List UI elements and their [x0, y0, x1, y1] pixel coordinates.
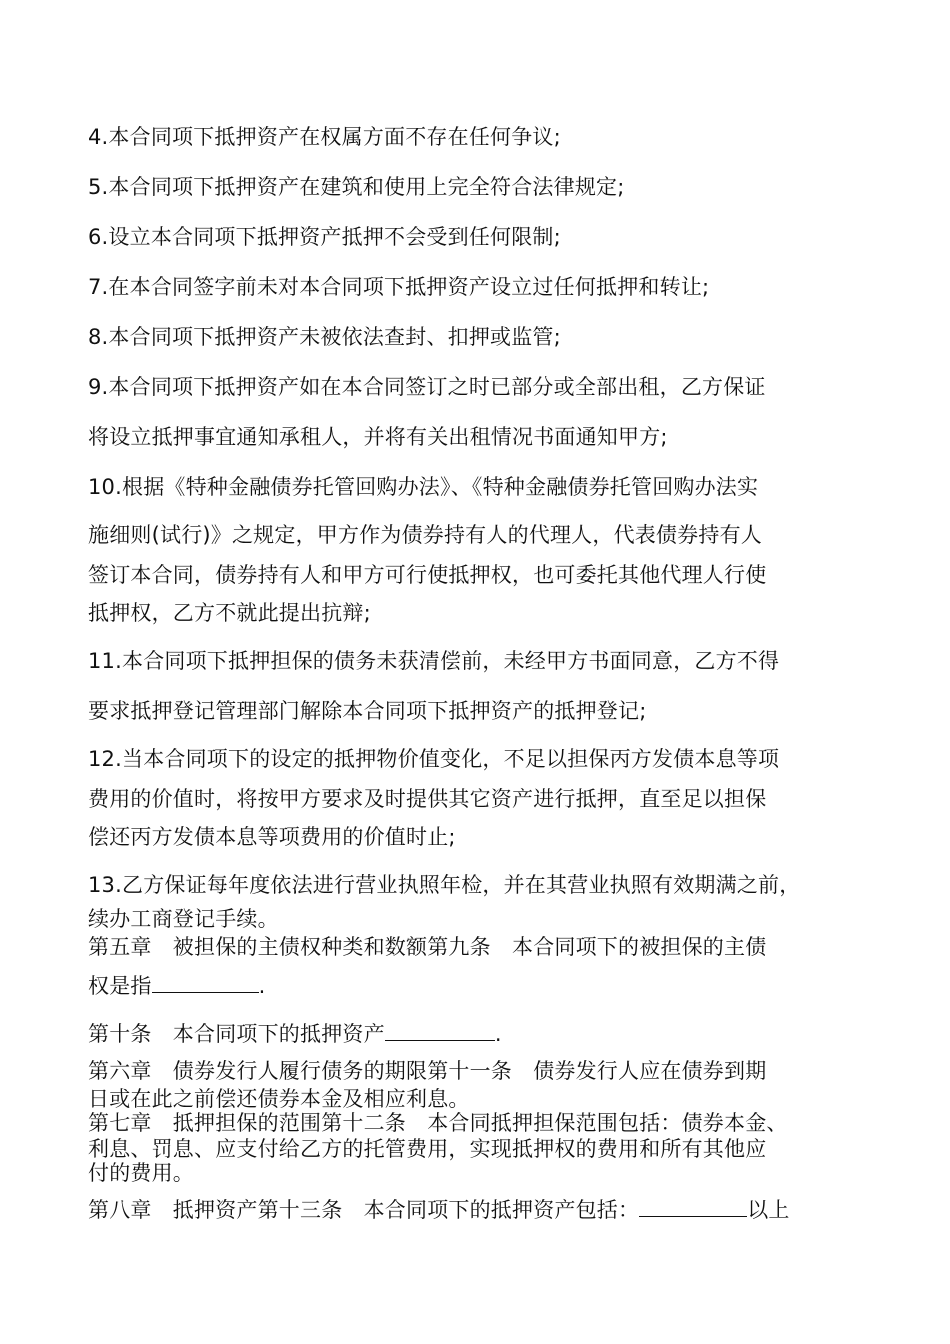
asset-list-blank	[639, 1196, 747, 1217]
chapter-5-line-1: 第五章 被担保的主债权种类和数额第九条 本合同项下的被担保的主债	[88, 935, 767, 959]
clause-8: 8.本合同项下抵押资产未被依法查封、扣押或监管;	[88, 325, 561, 349]
clause-10-line-3: 签订本合同，债券持有人和甲方可行使抵押权，也可委托其他代理人行使	[88, 563, 767, 587]
chapter-7-line-1: 第七章 抵押担保的范围第十二条 本合同抵押担保范围包括：债券本金、	[88, 1111, 788, 1135]
clause-10-line-2: 施细则(试行)》之规定，甲方作为债券持有人的代理人，代表债券持有人	[88, 523, 762, 547]
clause-10-line-4: 抵押权，乙方不就此提出抗辩;	[88, 601, 371, 625]
clause-9-line-2: 将设立抵押事宜通知承租人，并将有关出租情况书面通知甲方;	[88, 425, 668, 449]
clause-12-line-2: 费用的价值时，将按甲方要求及时提供其它资产进行抵押，直至足以担保	[88, 787, 767, 811]
clause-13-line-1: 13.乙方保证每年度依法进行营业执照年检，并在其营业执照有效期满之前，	[88, 873, 801, 897]
chapter-5-line-2-text: 权是指	[88, 974, 152, 998]
debt-amount-blank	[152, 972, 259, 993]
period-mark: .	[494, 1022, 502, 1046]
clause-12-line-3: 偿还丙方发债本息等项费用的价值时止;	[88, 825, 456, 849]
chapter-8-tail: 以上	[747, 1198, 790, 1222]
period-mark: .	[258, 974, 266, 998]
chapter-8-text: 第八章 抵押资产第十三条 本合同项下的抵押资产包括：	[88, 1198, 640, 1222]
clause-12-line-1: 12.当本合同项下的设定的抵押物价值变化，不足以担保丙方发债本息等项	[88, 747, 780, 771]
clause-9-line-1: 9.本合同项下抵押资产如在本合同签订之时已部分或全部出租，乙方保证	[88, 375, 766, 399]
clause-11-line-2: 要求抵押登记管理部门解除本合同项下抵押资产的抵押登记;	[88, 699, 647, 723]
chapter-6-line-2: 日或在此之前偿还债券本金及相应利息。	[88, 1087, 470, 1111]
clause-11-line-1: 11.本合同项下抵押担保的债务未获清偿前，未经甲方书面同意，乙方不得	[88, 649, 780, 673]
mortgage-asset-blank	[385, 1020, 495, 1041]
chapter-8-line-1	[88, 1196, 878, 1223]
clause-10-line-1: 10.根据《特种金融债券托管回购办法》、《特种金融债券托管回购办法实	[88, 475, 759, 499]
chapter-5-line-2	[88, 972, 878, 999]
clause-7: 7.在本合同签字前未对本合同项下抵押资产设立过任何抵押和转让;	[88, 275, 710, 299]
article-10-text: 第十条 本合同项下的抵押资产	[88, 1022, 385, 1046]
chapter-7-line-2: 利息、罚息、应支付给乙方的托管费用，实现抵押权的费用和所有其他应	[88, 1137, 767, 1161]
clause-4: 4.本合同项下抵押资产在权属方面不存在任何争议;	[88, 125, 561, 149]
clause-13-line-2: 续办工商登记手续。	[88, 907, 279, 931]
chapter-7-line-3: 付的费用。	[88, 1161, 194, 1185]
article-10	[88, 1020, 878, 1047]
clause-6: 6.设立本合同项下抵押资产抵押不会受到任何限制;	[88, 225, 561, 249]
clause-5: 5.本合同项下抵押资产在建筑和使用上完全符合法律规定;	[88, 175, 625, 199]
chapter-6-line-1: 第六章 债券发行人履行债务的期限第十一条 债券发行人应在债券到期	[88, 1059, 767, 1083]
